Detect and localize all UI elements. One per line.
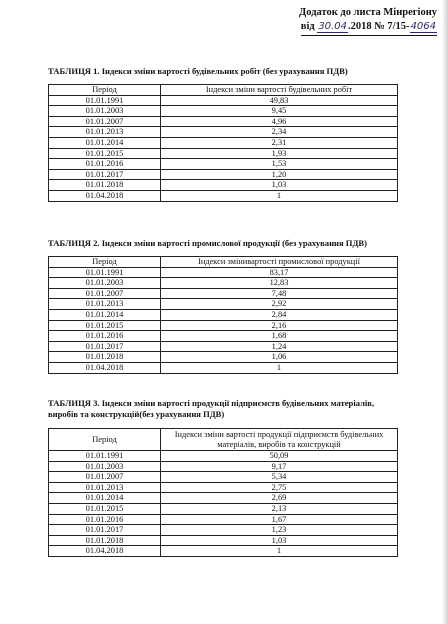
table1-header-row bbox=[49, 85, 398, 96]
table-row bbox=[49, 309, 398, 320]
header-line2 bbox=[301, 20, 437, 36]
table-row bbox=[49, 525, 398, 536]
table3-header-period: Період bbox=[49, 429, 161, 451]
table-row bbox=[49, 148, 398, 159]
table-row bbox=[49, 137, 398, 148]
table2-caption: ТАБЛИЦЯ 2. Індекси зміни вартості промислової продукції (без урахування ПДВ) bbox=[48, 238, 367, 248]
index-value-cell: 1 bbox=[161, 190, 398, 201]
table-row bbox=[49, 472, 398, 483]
period-cell: 01.01.2017 bbox=[49, 341, 161, 352]
table2-body bbox=[49, 267, 398, 373]
table-row bbox=[49, 95, 398, 106]
table-row bbox=[49, 514, 398, 525]
index-value-cell: 4,96 bbox=[161, 116, 398, 127]
table3-caption-line1: ТАБЛИЦЯ 3. Індекси зміни вартості продукції підприємств будівельних матеріалів, bbox=[48, 398, 375, 408]
table3-header-index: Індекси зміни вартості продукції підприємств будівельних матеріалів, виробів та конструкцій bbox=[161, 429, 398, 451]
table-row bbox=[49, 127, 398, 138]
index-value-cell: 1,03 bbox=[161, 180, 398, 191]
index-value-cell: 2,69 bbox=[161, 493, 398, 504]
handwritten-number: 4064 bbox=[410, 21, 436, 32]
table-row bbox=[49, 278, 398, 289]
table-row bbox=[49, 341, 398, 352]
table-row bbox=[49, 106, 398, 117]
period-cell: 01.01.2003 bbox=[49, 278, 161, 289]
index-value-cell: 7,48 bbox=[161, 288, 398, 299]
index-value-cell: 2,84 bbox=[161, 309, 398, 320]
period-cell: 01.01.2014 bbox=[49, 309, 161, 320]
period-cell: 01.01.2014 bbox=[49, 493, 161, 504]
period-cell: 01.01.2013 bbox=[49, 482, 161, 493]
period-cell: 01.01.2007 bbox=[49, 116, 161, 127]
header-prefix: від bbox=[300, 21, 315, 32]
period-cell: 01.01.2018 bbox=[49, 180, 161, 191]
table-row bbox=[49, 320, 398, 331]
period-cell: 01.01.2013 bbox=[49, 299, 161, 310]
index-value-cell: 2,75 bbox=[161, 482, 398, 493]
table3-caption bbox=[48, 398, 428, 420]
index-value-cell: 2,13 bbox=[161, 503, 398, 514]
table2 bbox=[48, 256, 398, 374]
table3-body bbox=[49, 451, 398, 557]
period-cell: 01.01.2003 bbox=[49, 461, 161, 472]
table-row bbox=[49, 535, 398, 546]
table-row bbox=[49, 482, 398, 493]
period-cell: 01.01.1991 bbox=[49, 451, 161, 462]
table3 bbox=[48, 428, 398, 557]
table-row bbox=[49, 169, 398, 180]
period-cell: 01.04.2018 bbox=[49, 546, 161, 557]
table-row bbox=[49, 299, 398, 310]
period-cell: 01.01.2003 bbox=[49, 106, 161, 117]
table-row bbox=[49, 190, 398, 201]
index-value-cell: 2,92 bbox=[161, 299, 398, 310]
period-cell: 01.04.2018 bbox=[49, 190, 161, 201]
table-row bbox=[49, 461, 398, 472]
table-row bbox=[49, 159, 398, 170]
index-value-cell: 1,67 bbox=[161, 514, 398, 525]
index-value-cell: 83,17 bbox=[161, 267, 398, 278]
table1-body bbox=[49, 95, 398, 201]
table2-header-index: Індекси змінивартості промислової продукції bbox=[161, 257, 398, 268]
index-value-cell: 1 bbox=[161, 546, 398, 557]
index-value-cell: 9,17 bbox=[161, 461, 398, 472]
period-cell: 01.01.2017 bbox=[49, 525, 161, 536]
period-cell: 01.01.2018 bbox=[49, 535, 161, 546]
index-value-cell: 9,45 bbox=[161, 106, 398, 117]
table-row bbox=[49, 331, 398, 342]
period-cell: 01.01.2014 bbox=[49, 137, 161, 148]
index-value-cell: 1,53 bbox=[161, 159, 398, 170]
period-cell: 01.01.2015 bbox=[49, 503, 161, 514]
table1 bbox=[48, 84, 398, 202]
table-row bbox=[49, 546, 398, 557]
index-value-cell: 1,23 bbox=[161, 525, 398, 536]
index-value-cell: 49,83 bbox=[161, 95, 398, 106]
period-cell: 01.01.1991 bbox=[49, 95, 161, 106]
index-value-cell: 1,20 bbox=[161, 169, 398, 180]
table-row bbox=[49, 493, 398, 504]
table1-header-index: Індекси зміни вартості будівельних робіт bbox=[161, 85, 398, 96]
period-cell: 01.01.2018 bbox=[49, 352, 161, 363]
table-row bbox=[49, 267, 398, 278]
period-cell: 01.01.1991 bbox=[49, 267, 161, 278]
document-header bbox=[237, 6, 437, 36]
index-value-cell: 5,34 bbox=[161, 472, 398, 483]
header-year-number: .2018 № 7/15- bbox=[347, 21, 410, 32]
handwritten-date: 30.04 bbox=[318, 21, 347, 32]
table3-caption-line2: виробів та конструкцій(без урахування ПДВ) bbox=[48, 409, 225, 419]
table-row bbox=[49, 352, 398, 363]
period-cell: 01.01.2016 bbox=[49, 159, 161, 170]
index-value-cell: 1 bbox=[161, 362, 398, 373]
header-line1: Додаток до листа Мінрегіону bbox=[299, 7, 437, 18]
period-cell: 01.01.2007 bbox=[49, 288, 161, 299]
index-value-cell: 1,03 bbox=[161, 535, 398, 546]
index-value-cell: 1,06 bbox=[161, 352, 398, 363]
scan-edge-shadow bbox=[442, 0, 447, 624]
table3-header-row bbox=[49, 429, 398, 451]
index-value-cell: 1,24 bbox=[161, 341, 398, 352]
period-cell: 01.01.2017 bbox=[49, 169, 161, 180]
index-value-cell: 1,93 bbox=[161, 148, 398, 159]
table-row bbox=[49, 116, 398, 127]
period-cell: 01.01.2016 bbox=[49, 514, 161, 525]
table-row bbox=[49, 503, 398, 514]
period-cell: 01.01.2013 bbox=[49, 127, 161, 138]
table-row bbox=[49, 180, 398, 191]
index-value-cell: 2,34 bbox=[161, 127, 398, 138]
table-row bbox=[49, 288, 398, 299]
index-value-cell: 12,83 bbox=[161, 278, 398, 289]
table-row bbox=[49, 451, 398, 462]
index-value-cell: 1,68 bbox=[161, 331, 398, 342]
period-cell: 01.01.2015 bbox=[49, 148, 161, 159]
period-cell: 01.01.2015 bbox=[49, 320, 161, 331]
index-value-cell: 2,16 bbox=[161, 320, 398, 331]
index-value-cell: 50,09 bbox=[161, 451, 398, 462]
table2-header-row bbox=[49, 257, 398, 268]
period-cell: 01.04.2018 bbox=[49, 362, 161, 373]
period-cell: 01.01.2016 bbox=[49, 331, 161, 342]
table-row bbox=[49, 362, 398, 373]
table1-header-period: Період bbox=[49, 85, 161, 96]
index-value-cell: 2,31 bbox=[161, 137, 398, 148]
table1-caption: ТАБЛИЦЯ 1. Індекси зміни вартості будівельних робіт (без урахування ПДВ) bbox=[48, 66, 348, 76]
table2-header-period: Період bbox=[49, 257, 161, 268]
period-cell: 01.01.2007 bbox=[49, 472, 161, 483]
